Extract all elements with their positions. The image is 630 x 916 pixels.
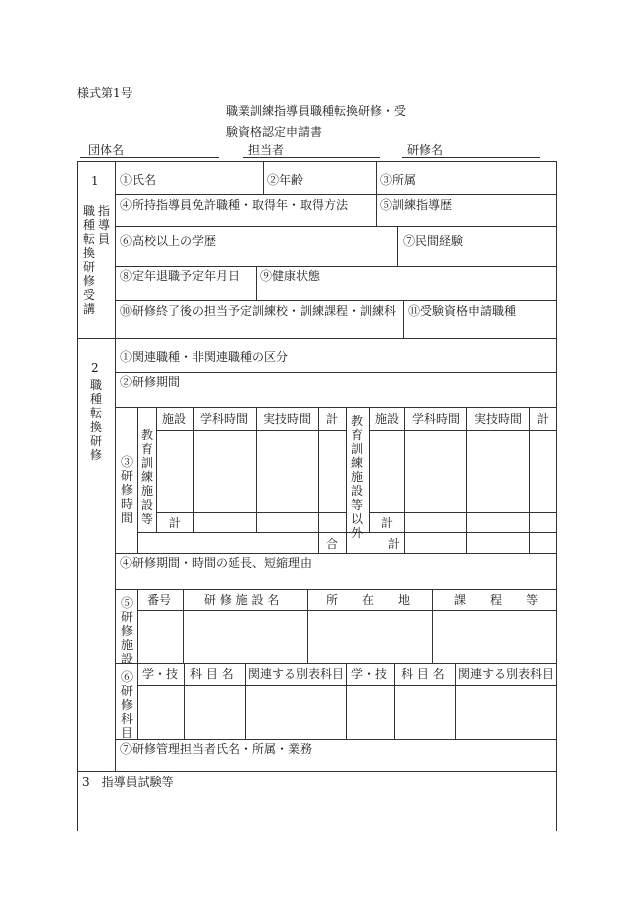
form-title-line2: 験資格認定申請書 (226, 125, 323, 139)
person-in-charge-underline (243, 157, 380, 158)
subject-col-related-2: 関連する別表科目 (458, 667, 555, 681)
hours-col-practical-2: 実技時間 (474, 412, 523, 426)
training-subjects-label: ⑥研修科目 (120, 670, 133, 740)
subject-col-name: 科 目 名 (190, 667, 234, 681)
section1-title-a: 指導員 (97, 204, 110, 246)
affiliation-field-label: ③所属 (380, 173, 417, 187)
hours-col-lecture-2: 学科時間 (412, 412, 461, 426)
non-edu-facility-label: 教育訓練施設等以外 (350, 414, 363, 540)
facility-col-number: 番号 (147, 593, 172, 607)
age-field-label: ②年齢 (267, 173, 304, 187)
hours-col-facility: 施設 (162, 412, 187, 426)
edu-facility-label: 教育訓練施設等 (140, 428, 153, 526)
group-name-underline (80, 157, 219, 158)
education-field-label: ⑥高校以上の学歴 (120, 234, 217, 248)
manager-field-label: ⑦研修管理担当者氏名・所属・業務 (120, 742, 313, 756)
subject-col-type-2: 学・技 (351, 667, 388, 681)
period-field-label: ②研修期間 (120, 375, 181, 389)
grand-total-b: 計 (388, 537, 401, 551)
subject-col-name-2: 科 目 名 (401, 667, 445, 681)
section2-number: 2 (91, 361, 99, 375)
edu-subtotal-label: 計 (169, 516, 182, 530)
hours-col-practical: 実技時間 (263, 412, 312, 426)
form-number: 様式第1号 (77, 86, 133, 100)
training-hours-label: ③研修時間 (120, 455, 133, 525)
section2-title: 職種転換研修 (89, 378, 102, 462)
hours-col-total-2: 計 (537, 412, 550, 426)
form-title-line1: 職業訓練指導員職種転換研修・受 (226, 104, 407, 118)
hours-col-facility-2: 施設 (375, 412, 400, 426)
health-field-label: ⑨健康状態 (260, 269, 321, 283)
facility-col-address: 所 在 地 (326, 593, 411, 607)
exam-field-label: ⑪受験資格申請職種 (408, 304, 517, 318)
related-field-label: ①関連職種・非関連職種の区分 (120, 350, 289, 364)
hours-col-total: 計 (326, 412, 339, 426)
retirement-field-label: ⑧定年退職予定年月日 (120, 269, 241, 283)
non-edu-subtotal-label: 計 (381, 516, 394, 530)
subject-col-type: 学・技 (142, 667, 179, 681)
name-field-label: ①氏名 (120, 173, 157, 187)
training-facility-label: ⑤研修施設 (120, 596, 133, 666)
section1-title-b: 職種転換研修受講 (82, 204, 95, 316)
planned-assignment-field-label: ⑩研修終了後の担当予定訓練校・訓練課程・訓練科 (120, 304, 397, 318)
teaching-history-field-label: ⑤訓練指導歴 (380, 198, 453, 212)
section3-title: 3 指導員試験等 (82, 775, 174, 789)
private-experience-field-label: ⑦民間経験 (403, 234, 464, 248)
section1-number: 1 (91, 174, 99, 188)
person-in-charge-label: 担当者 (248, 143, 285, 157)
extension-field-label: ④研修期間・時間の延長、短縮理由 (120, 556, 313, 570)
facility-col-course: 課 程 等 (454, 593, 539, 607)
subject-col-related: 関連する別表科目 (248, 667, 345, 681)
course-name-underline (402, 157, 540, 158)
hours-col-lecture: 学科時間 (200, 412, 249, 426)
course-name-label: 研修名 (407, 143, 444, 157)
license-field-label: ④所持指導員免許職種・取得年・取得方法 (120, 198, 349, 212)
grand-total-a: 合 (326, 537, 339, 551)
facility-col-name: 研 修 施 設 名 (204, 593, 280, 607)
group-name-label: 団体名 (88, 143, 125, 157)
